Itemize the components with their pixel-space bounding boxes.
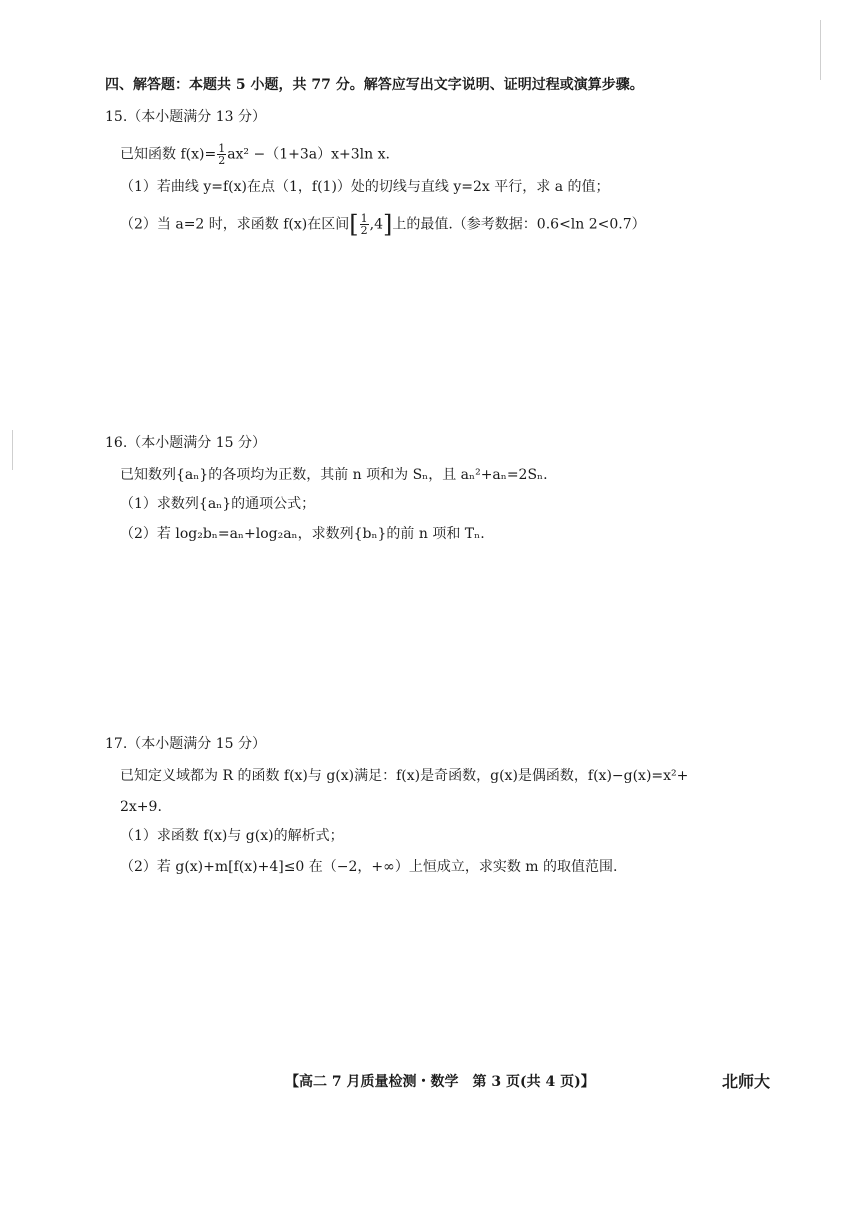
- problem-15-part2-suffix: 上的最值.（参考数据：0.6<ln 2<0.7）: [392, 216, 646, 233]
- problem-15-part2: [120, 210, 646, 239]
- problem-17-stem-line2: 2x+9.: [120, 799, 162, 815]
- problem-16-header: 16.（本小题满分 15 分）: [105, 435, 266, 451]
- section-header: 四、解答题：本题共 5 小题，共 77 分。解答应写出文字说明、证明过程或演算步骤。: [105, 77, 644, 93]
- fraction-denominator: 2: [360, 224, 368, 237]
- right-bracket-icon: ]: [382, 210, 393, 239]
- scan-artifact: [820, 20, 821, 80]
- problem-16-part1: （1）求数列{aₙ}的通项公式；: [120, 496, 316, 512]
- problem-15-part1: （1）若曲线 y=f(x)在点（1，f(1)）处的切线与直线 y=2x 平行，求 a 的值；: [120, 179, 610, 195]
- interval-start-fraction: [360, 213, 369, 236]
- problem-15-part2-prefix: （2）当 a=2 时，求函数 f(x)在区间: [120, 216, 350, 233]
- one-half-fraction: [217, 143, 226, 166]
- fraction-numerator: 1: [218, 142, 226, 155]
- interval-end: ,4: [369, 216, 383, 233]
- left-bracket-icon: [: [349, 210, 359, 239]
- fraction-numerator: 1: [360, 212, 368, 225]
- fraction-denominator: 2: [218, 154, 226, 167]
- publisher-label: 北师大: [722, 1072, 771, 1091]
- problem-15-header: 15.（本小题满分 13 分）: [105, 109, 266, 125]
- problem-16-stem: 已知数列{aₙ}的各项均为正数，其前 n 项和为 Sₙ，且 aₙ²+aₙ=2Sₙ.: [120, 467, 548, 483]
- problem-15-stem-f: f(x)=: [180, 146, 217, 163]
- problem-17-part1: （1）求函数 f(x)与 g(x)的解析式；: [120, 828, 344, 844]
- scan-artifact: [12, 430, 13, 470]
- page-footer: 【高二 7 月质量检测・数学 第 3 页(共 4 页)】: [285, 1074, 595, 1090]
- problem-17-stem-line1: 已知定义域都为 R 的函数 f(x)与 g(x)满足：f(x)是奇函数，g(x)是偶函数，f(x)−g(x)=x²+: [120, 768, 689, 784]
- problem-16-part2: （2）若 log₂bₙ=aₙ+log₂aₙ，求数列{bₙ}的前 n 项和 Tₙ.: [120, 526, 485, 542]
- problem-17-part2: （2）若 g(x)+m[f(x)+4]≤0 在（−2，+∞）上恒成立，求实数 m 的取值范围.: [120, 859, 618, 875]
- problem-17-header: 17.（本小题满分 15 分）: [105, 736, 266, 752]
- problem-15-stem: [120, 143, 390, 166]
- problem-15-stem-rest: ax² −（1+3a）x+3ln x.: [227, 146, 390, 163]
- problem-15-stem-prefix: 已知函数: [120, 146, 176, 163]
